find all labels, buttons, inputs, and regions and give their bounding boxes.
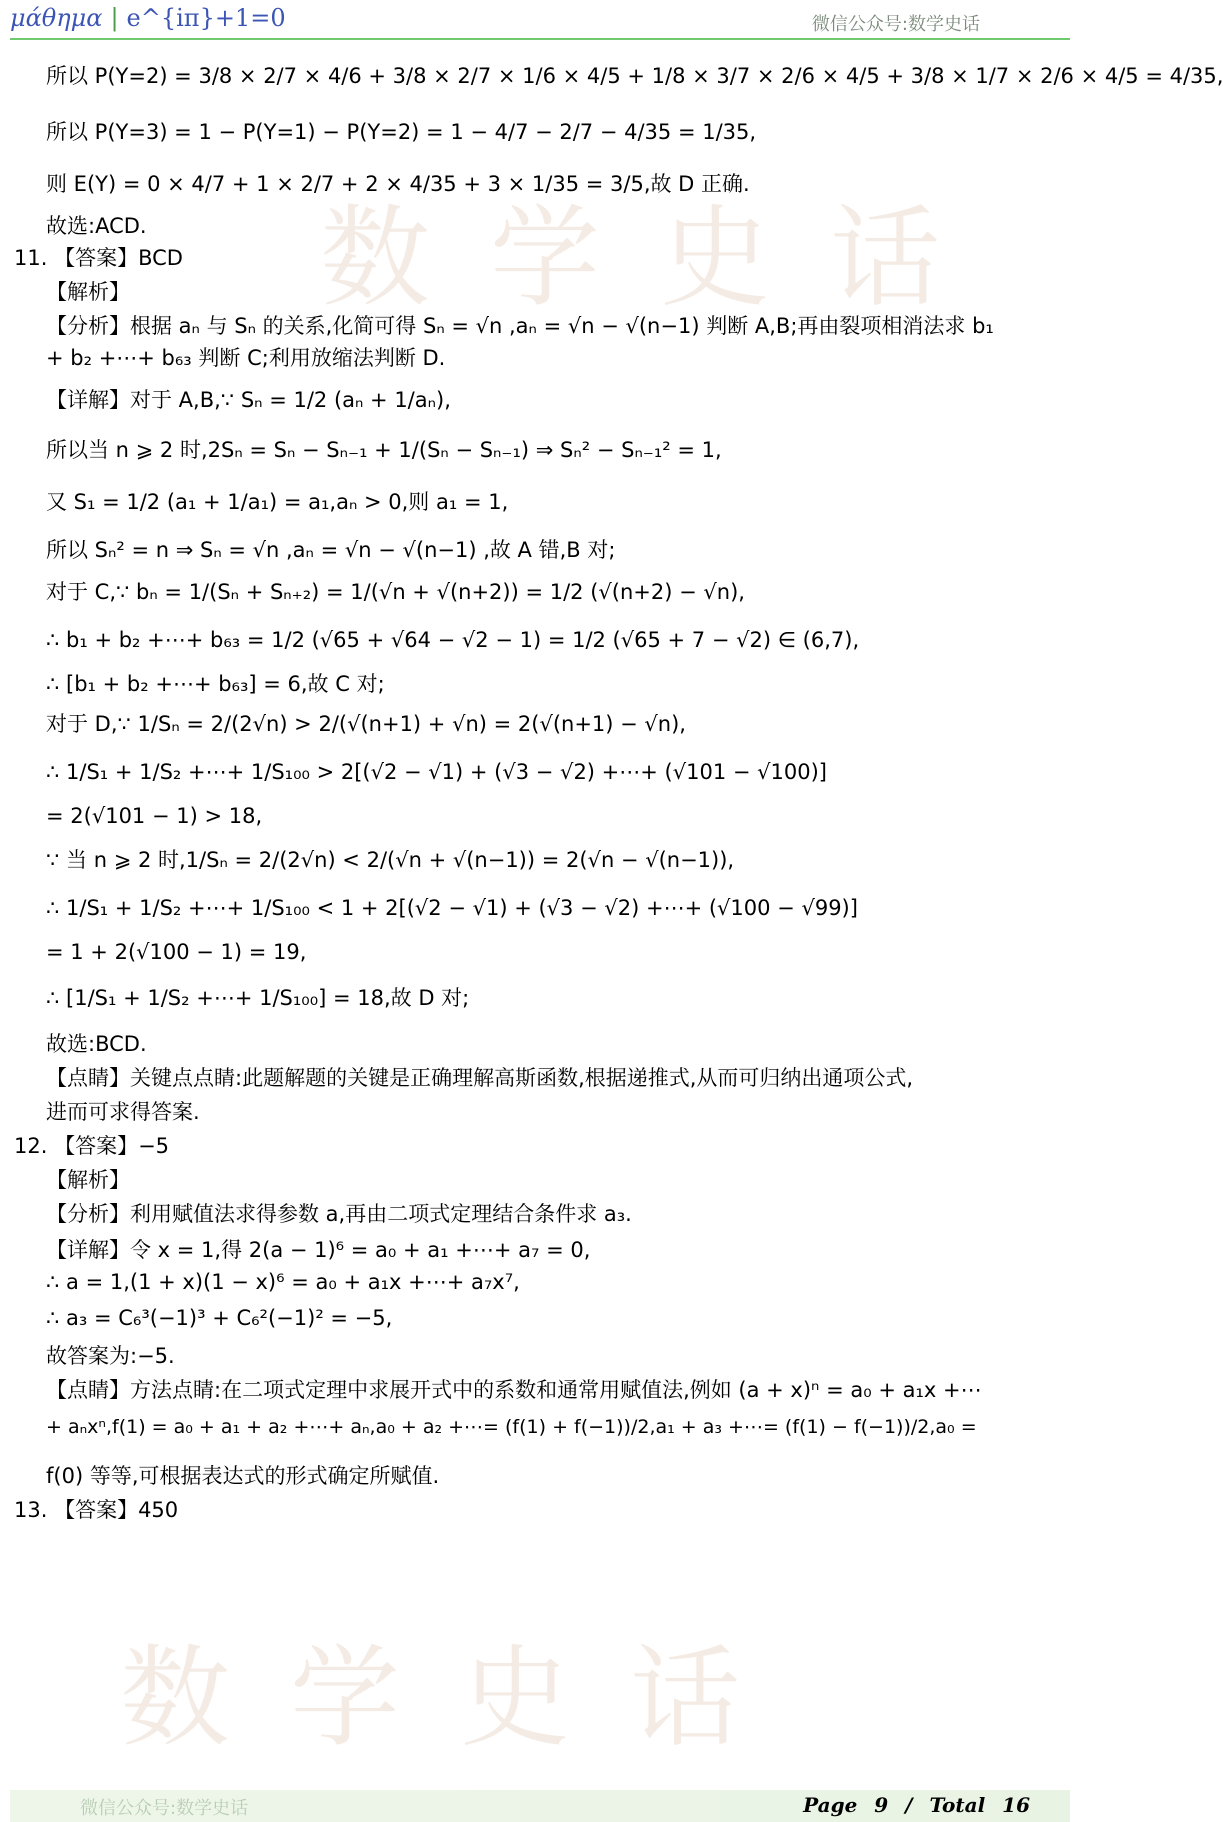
text-line: 【详解】令 x = 1,得 2(a − 1)⁶ = a₀ + a₁ +⋯+ a₇ = 0, <box>46 1238 591 1262</box>
text-line: 【分析】利用赋值法求得参数 a,再由二项式定理结合条件求 a₃. <box>46 1202 632 1226</box>
text-line: + b₂ +⋯+ b₆₃ 判断 C;利用放缩法判断 D. <box>46 346 446 370</box>
text-line: + aₙxⁿ,f(1) = a₀ + a₁ + a₂ +⋯+ aₙ,a₀ + a₂ +⋯= (f(1) + f(−1))/2,a₁ + a₃ +⋯= (f(1) − f(−1))/2,a₀ = <box>46 1416 977 1438</box>
text-line: 【详解】对于 A,B,∵ Sₙ = 1/2 (aₙ + 1/aₙ), <box>46 388 451 412</box>
text-line: = 2(√101 − 1) > 18, <box>46 804 263 828</box>
text-line: = 1 + 2(√100 − 1) = 19, <box>46 940 307 964</box>
answer-heading-11: 11. 【答案】BCD <box>14 246 183 270</box>
text-line: 进而可求得答案. <box>46 1100 200 1124</box>
text-line: 【解析】 <box>46 1168 130 1192</box>
text-line: 所以当 n ⩾ 2 时,2Sₙ = Sₙ − Sₙ₋₁ + 1/(Sₙ − Sₙ₋₁) ⇒ Sₙ² − Sₙ₋₁² = 1, <box>46 438 722 462</box>
total-number: 16 <box>1002 1793 1030 1817</box>
text-line: ∴ 1/S₁ + 1/S₂ +⋯+ 1/S₁₀₀ < 1 + 2[(√2 − √1) + (√3 − √2) +⋯+ (√100 − √99)] <box>46 896 858 920</box>
text-line: 对于 C,∵ bₙ = 1/(Sₙ + Sₙ₊₂) = 1/(√n + √(n+2)) = 1/2 (√(n+2) − √n), <box>46 580 745 604</box>
total-label: Total <box>929 1793 986 1817</box>
text-line: 【分析】根据 aₙ 与 Sₙ 的关系,化简可得 Sₙ = √n ,aₙ = √n − √(n−1) 判断 A,B;再由裂项相消法求 b₁ <box>46 314 994 338</box>
brand-logo <box>10 4 286 32</box>
text-line: f(0) 等等,可根据表达式的形式确定所赋值. <box>46 1464 440 1488</box>
watermark-top: 数学史话 <box>320 194 1000 322</box>
answer-heading-12: 12. 【答案】−5 <box>14 1134 170 1158</box>
page-separator: / <box>905 1793 913 1817</box>
text-line: 故答案为:−5. <box>46 1344 175 1368</box>
header-separator: | <box>110 4 119 32</box>
text-line: 故选:BCD. <box>46 1032 147 1056</box>
text-line: 所以 P(Y=3) = 1 − P(Y=1) − P(Y=2) = 1 − 4/7 − 2/7 − 4/35 = 1/35, <box>46 120 757 144</box>
text-line: 【点睛】关键点点睛:此题解题的关键是正确理解高斯函数,根据递推式,从而可归纳出通项公式, <box>46 1066 914 1090</box>
text-line: 则 E(Y) = 0 × 4/7 + 1 × 2/7 + 2 × 4/35 + 3 × 1/35 = 3/5,故 D 正确. <box>46 172 750 196</box>
footer-source: 微信公众号:数学史话 <box>80 1798 249 1819</box>
text-line: 【解析】 <box>46 280 130 304</box>
header-source: 微信公众号:数学史话 <box>811 14 980 35</box>
text-line: ∴ [1/S₁ + 1/S₂ +⋯+ 1/S₁₀₀] = 18,故 D 对; <box>46 986 470 1010</box>
brand-name: μάθημα <box>10 4 103 32</box>
answer-heading-13: 13. 【答案】450 <box>14 1498 179 1522</box>
page-info <box>803 1793 1030 1817</box>
text-line: 【点睛】方法点睛:在二项式定理中求展开式中的系数和通常用赋值法,例如 (a + x)ⁿ = a₀ + a₁x +⋯ <box>46 1378 982 1402</box>
watermark-bottom: 数学史话 <box>120 1634 800 1762</box>
text-line: 对于 D,∵ 1/Sₙ = 2/(2√n) > 2/(√(n+1) + √n) = 2(√(n+1) − √n), <box>46 712 686 736</box>
text-line: ∴ [b₁ + b₂ +⋯+ b₆₃] = 6,故 C 对; <box>46 672 385 696</box>
page-label: Page <box>803 1793 858 1817</box>
text-line: ∴ a₃ = C₆³(−1)³ + C₆²(−1)² = −5, <box>46 1306 393 1330</box>
text-line: ∵ 当 n ⩾ 2 时,1/Sₙ = 2/(2√n) < 2/(√n + √(n−1)) = 2(√n − √(n−1)), <box>46 848 735 872</box>
page-footer <box>10 1790 1070 1822</box>
text-line: ∴ a = 1,(1 + x)(1 − x)⁶ = a₀ + a₁x +⋯+ a₇x⁷, <box>46 1270 520 1294</box>
text-line: 所以 P(Y=2) = 3/8 × 2/7 × 4/6 + 3/8 × 2/7 × 1/6 × 4/5 + 1/8 × 3/7 × 2/6 × 4/5 + 3/8 × 1/7 × 2/6 × 4/5 = 4/35, <box>46 64 1223 88</box>
text-line: ∴ 1/S₁ + 1/S₂ +⋯+ 1/S₁₀₀ > 2[(√2 − √1) + (√3 − √2) +⋯+ (√101 − √100)] <box>46 760 827 784</box>
text-line: 故选:ACD. <box>46 214 147 238</box>
page-header <box>10 0 1070 40</box>
page-number: 9 <box>874 1793 889 1817</box>
text-line: 所以 Sₙ² = n ⇒ Sₙ = √n ,aₙ = √n − √(n−1) ,故 A 错,B 对; <box>46 538 616 562</box>
text-line: 又 S₁ = 1/2 (a₁ + 1/a₁) = a₁,aₙ > 0,则 a₁ = 1, <box>46 490 509 514</box>
brand-formula: e^{iπ}+1=0 <box>126 4 286 32</box>
text-line: ∴ b₁ + b₂ +⋯+ b₆₃ = 1/2 (√65 + √64 − √2 − 1) = 1/2 (√65 + 7 − √2) ∈ (6,7), <box>46 628 860 652</box>
